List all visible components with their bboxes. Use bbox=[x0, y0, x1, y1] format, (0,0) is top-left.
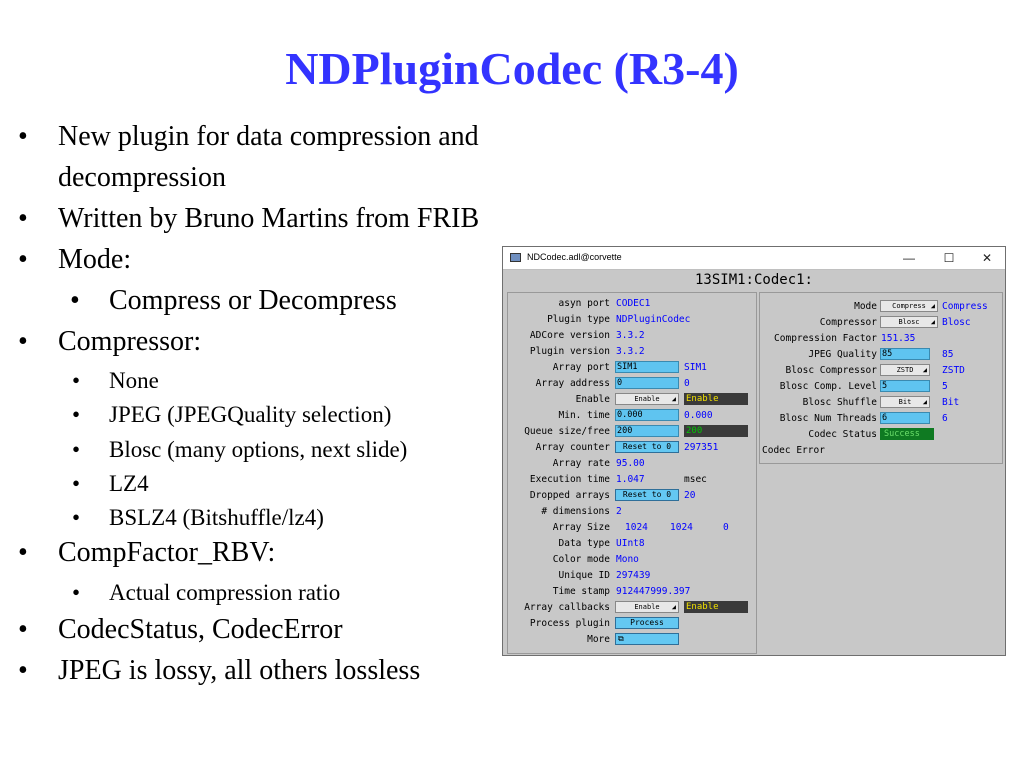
blosc-compressor-menu[interactable]: ZSTD ◢ bbox=[880, 364, 930, 376]
blosc-threads-input[interactable]: 6 bbox=[880, 412, 930, 424]
enable-label: Enable bbox=[575, 394, 610, 405]
blosc-threads-readback: 6 bbox=[942, 413, 948, 424]
chevron-down-icon: ◢ bbox=[671, 603, 676, 611]
array-size-label: Array Size bbox=[552, 522, 610, 533]
blosc-compressor-readback: ZSTD bbox=[942, 365, 965, 376]
enable-menu[interactable]: Enable ◢ bbox=[615, 393, 679, 405]
process-plugin-label: Process plugin bbox=[529, 618, 610, 629]
chevron-down-icon: ◢ bbox=[671, 395, 676, 403]
minimize-icon[interactable]: — bbox=[903, 251, 915, 265]
array-callbacks-menu[interactable]: Enable ◢ bbox=[615, 601, 679, 613]
data-type-value: UInt8 bbox=[616, 538, 645, 549]
array-callbacks-readback: Enable bbox=[684, 601, 748, 613]
min-time-input[interactable]: 0.000 bbox=[615, 409, 679, 421]
codec-settings-panel bbox=[759, 292, 1003, 464]
time-stamp-value: 912447999.397 bbox=[616, 586, 691, 597]
app-icon bbox=[510, 253, 521, 262]
min-time-readback: 0.000 bbox=[684, 410, 713, 421]
data-type-label: Data type bbox=[558, 538, 610, 549]
blosc-threads-label: Blosc Num Threads bbox=[779, 413, 877, 424]
chevron-down-icon: ◢ bbox=[930, 318, 935, 326]
window-title: NDCodec.adl@corvette bbox=[527, 252, 622, 262]
maximize-icon[interactable]: ☐ bbox=[943, 251, 955, 265]
enable-readback: Enable bbox=[684, 393, 748, 405]
reset-array-counter-button[interactable]: Reset to 0 bbox=[615, 441, 679, 453]
plugin-type-label: Plugin type bbox=[547, 314, 610, 325]
compressor-menu[interactable]: Blosc ◢ bbox=[880, 316, 938, 328]
dimensions-label: # dimensions bbox=[541, 506, 610, 517]
plugin-status-panel bbox=[507, 292, 757, 654]
unique-id-label: Unique ID bbox=[558, 570, 610, 581]
blosc-level-input[interactable]: 5 bbox=[880, 380, 930, 392]
more-menu-button[interactable]: ⧉ bbox=[615, 633, 679, 645]
queue-size-input[interactable]: 200 bbox=[615, 425, 679, 437]
blosc-shuffle-label: Blosc Shuffle bbox=[802, 397, 877, 408]
blosc-shuffle-menu[interactable]: Bit ◢ bbox=[880, 396, 930, 408]
codec-status-label: Codec Status bbox=[808, 429, 877, 440]
compressor-label: Compressor bbox=[819, 317, 877, 328]
asyn-port-value: CODEC1 bbox=[616, 298, 651, 309]
compressor-readback: Blosc bbox=[942, 317, 971, 328]
time-stamp-label: Time stamp bbox=[552, 586, 610, 597]
array-port-readback: SIM1 bbox=[684, 362, 707, 373]
process-button[interactable]: Process bbox=[615, 617, 679, 629]
array-address-readback: 0 bbox=[684, 378, 690, 389]
dimensions-value: 2 bbox=[616, 506, 622, 517]
array-address-input[interactable]: 0 bbox=[615, 377, 679, 389]
reset-dropped-arrays-button[interactable]: Reset to 0 bbox=[615, 489, 679, 501]
array-address-label: Array address bbox=[535, 378, 610, 389]
plugin-version-label: Plugin version bbox=[529, 346, 610, 357]
array-size-2: 0 bbox=[723, 522, 729, 533]
array-port-input[interactable]: SIM1 bbox=[615, 361, 679, 373]
queue-size-label: Queue size/free bbox=[524, 426, 610, 437]
color-mode-label: Color mode bbox=[552, 554, 610, 565]
execution-time-value: 1.047 bbox=[616, 474, 645, 485]
plugin-type-value: NDPluginCodec bbox=[616, 314, 691, 325]
array-size-0: 1024 bbox=[625, 522, 648, 533]
codec-error-label: Codec Error bbox=[762, 445, 825, 456]
ndcodec-window bbox=[502, 246, 1006, 656]
jpeg-quality-input[interactable]: 85 bbox=[880, 348, 930, 360]
color-mode-value: Mono bbox=[616, 554, 639, 565]
queue-free-readback: 200 bbox=[684, 425, 748, 437]
array-callbacks-label: Array callbacks bbox=[524, 602, 610, 613]
adcore-version-value: 3.3.2 bbox=[616, 330, 645, 341]
compression-factor-label: Compression Factor bbox=[774, 333, 877, 344]
jpeg-quality-label: JPEG Quality bbox=[808, 349, 877, 360]
array-counter-readback: 297351 bbox=[684, 442, 719, 453]
array-rate-label: Array rate bbox=[552, 458, 610, 469]
more-label: More bbox=[587, 634, 610, 645]
array-rate-value: 95.00 bbox=[616, 458, 645, 469]
execution-time-label: Execution time bbox=[529, 474, 610, 485]
blosc-level-label: Blosc Comp. Level bbox=[779, 381, 877, 392]
dropped-arrays-readback: 20 bbox=[684, 490, 696, 501]
min-time-label: Min. time bbox=[558, 410, 610, 421]
array-size-1: 1024 bbox=[670, 522, 693, 533]
blosc-level-readback: 5 bbox=[942, 381, 948, 392]
chevron-down-icon: ◢ bbox=[922, 398, 927, 406]
display-title: 13SIM1:Codec1: bbox=[694, 272, 813, 288]
array-port-label: Array port bbox=[552, 362, 610, 373]
plugin-version-value: 3.3.2 bbox=[616, 346, 645, 357]
execution-time-unit: msec bbox=[684, 474, 707, 485]
array-counter-label: Array counter bbox=[535, 442, 610, 453]
dropped-arrays-label: Dropped arrays bbox=[529, 490, 610, 501]
codec-status-badge: Success bbox=[880, 428, 934, 440]
blosc-compressor-label: Blosc Compressor bbox=[785, 365, 877, 376]
mode-menu[interactable]: Compress ◢ bbox=[880, 300, 938, 312]
blosc-shuffle-readback: Bit bbox=[942, 397, 960, 408]
chevron-down-icon: ◢ bbox=[922, 366, 927, 374]
chevron-down-icon: ◢ bbox=[930, 302, 935, 310]
close-icon[interactable]: ✕ bbox=[981, 251, 993, 265]
asyn-port-label: asyn port bbox=[558, 298, 610, 309]
jpeg-quality-readback: 85 bbox=[942, 349, 954, 360]
window-titlebar bbox=[503, 247, 1005, 270]
slide-title: NDPluginCodec (R3-4) bbox=[285, 43, 739, 94]
mode-label: Mode bbox=[854, 301, 877, 312]
adcore-version-label: ADCore version bbox=[529, 330, 610, 341]
compression-factor-value: 151.35 bbox=[881, 333, 916, 344]
mode-readback: Compress bbox=[942, 301, 988, 312]
unique-id-value: 297439 bbox=[616, 570, 651, 581]
